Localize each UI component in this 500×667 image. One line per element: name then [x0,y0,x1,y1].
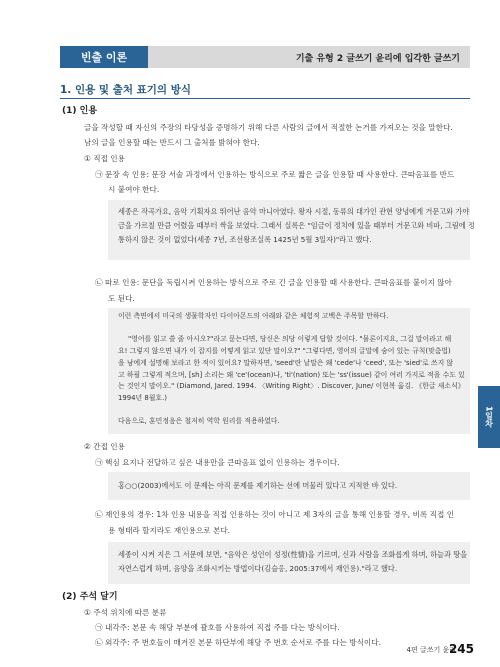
item-indirect-summary: ㉠ 핵심 요지나 전달하고 싶은 내용만을 큰따옴표 없이 인용하는 경우이다. [95,458,340,467]
header-topic-label: 기출 유형 2 글쓰기 윤리에 입각한 글쓰기 [148,46,470,68]
section-title: 1. 인용 및 출처 표기의 방식 [60,84,192,96]
item-block-quote-line-2: 도 된다. [108,294,135,303]
chapter-side-tab[interactable]: 1일차 [478,386,500,448]
box1-line: 세종은 작곡가요, 음악 기획자요 뛰어난 음악 마니아였다. 왕자 시절, 동류의 대가인 관현 양녕에게 거문고와 가야 [118,207,470,216]
box2-line: 다음으로, 훈민정음은 철저히 역학 원리를 적용하였다. [118,417,280,426]
box4-line: 자연스럽게 하며, 음양을 조화시키는 방법이다(김슬옹, 2005:37에서 재인용)."라고 했다. [118,564,398,573]
box2-line: 는 것인지 말이오." (Diamond, Jared. 1994. 〈Writing Right〉. Discover, June/ 이현복 옮김. 《한글 새소식》 [118,382,465,391]
example-box-2 [108,308,470,434]
item-direct-quote: ① 직접 인용 [84,154,125,163]
intro-line-1: 글을 작성할 때 자신의 주장의 타당성을 증명하기 위해 다른 사람의 글에서 적절한 논거를 가져오는 것을 말한다. [84,123,453,132]
item-requote-line-1: ㉡ 재인용의 경우: 1차 인용 내용을 직접 인용하는 것이 아니고 제 3자의 글을 통해 인용할 경우, 비록 직접 인 [95,510,455,519]
page-header [0,46,500,68]
box2-line [118,405,470,417]
footer-chapter-label: 4편 글쓰기 윤리 [406,646,456,654]
box1-line: 금을 가르칠 만큼 어렸을 때부터 싹을 보였다. 그래서 실록은 "임금이 정치에 있을 때부터 거문고와 비파, 그림에 정 [118,221,475,230]
box2-line [118,323,470,335]
item-requote-line-2: 용 형태라 할지라도 재인용으로 본다. [108,526,231,535]
item-outer-footnote: ㉡ 외각주: 주 번호들이 매겨진 본문 하단부에 해당 주 번호 순서로 주를 다는 방식이다. [95,638,382,647]
example-box-3 [108,472,470,500]
item-block-quote-line-1: ㉡ 따로 인용: 문단을 독립시켜 인용하는 방식으로 주로 긴 글을 인용할 때 사용한다. 큰따옴표를 붙이지 않아 [95,278,452,287]
example-box-4 [108,542,470,584]
box2-line: 요! 그렇지 않으면 내가 이 잡지를 어떻게 읽고 있단 말이오?" "그렇다면, 영어의 글말에 숨어 있는 규칙(맞춤법) [118,347,451,356]
item-footnote-position: ① 주석 위치에 따른 분류 [84,608,167,617]
part1-heading: (1) 인용 [62,106,98,116]
item-inline-quote-line-2: 시 붙여야 한다. [108,185,160,194]
page-footer [0,641,500,659]
item-indirect-quote: ② 간접 인용 [84,442,125,451]
box1-line: 통하지 않은 것이 없었다(세종 7년, 조선왕조실록 1425년 5월 3일자)"라고 했다. [118,235,372,244]
box2-line: 을 남에게 설명해 보라고 한 적이 있어요? 말하자면, 'seed'란 낱말은 왜 'cede'나 'ceed', 또는 'sied'로 쓰지 않 [118,358,454,367]
box2-line: 고 하필 그렇게 적으며, [sh] 소리는 왜 'ce'(ocean)나, 'ti'(nation) 또는 'ss'(issue) 같이 여러 가지로 적을 수도 있 [118,370,465,379]
header-category-label: 빈출 이론 [60,46,148,68]
page-number: 245 [448,642,474,656]
item-inline-quote-line-1: ㉠ 문장 속 인용: 문장 서술 과정에서 인용하는 방식으로 주로 짧은 글을 인용할 때 사용한다. 큰따옴표를 반드 [95,170,455,179]
intro-line-2: 남의 글을 인용할 때는 반드시 그 출처를 밝혀야 한다. [84,138,260,147]
section-divider [60,98,470,99]
part2-heading: (2) 주석 달기 [62,592,118,602]
box4-line: 세종이 시켜 지은 그 서문에 보면, "음악은 성인이 성정(性情)을 기르며, 신과 사람을 조화롭게 하며, 하늘과 땅을 [118,550,468,559]
box2-line: 1994년 8월호.) [118,393,167,402]
item-inner-footnote: ㉠ 내각주: 본문 속 해당 부분에 괄호를 사용하여 직접 주를 다는 방식이다. [95,623,340,632]
box2-line: "영어를 읽고 쓸 줄 아시오?"라고 묻는다면, 당신은 의당 이렇게 답할 것이다. "물론이지요, 그걸 말이라고 해 [128,335,452,344]
box3-line: 홍○○(2003)에서도 이 문제는 아직 문제를 제기하는 선에 머물러 있다고 지적한 바 있다. [118,481,398,490]
box2-line: 이런 측면에서 미국의 생물학자인 다이아몬드의 아래와 같은 체험적 고백은 주목할 만하다. [118,312,389,320]
example-box-1 [108,200,475,260]
